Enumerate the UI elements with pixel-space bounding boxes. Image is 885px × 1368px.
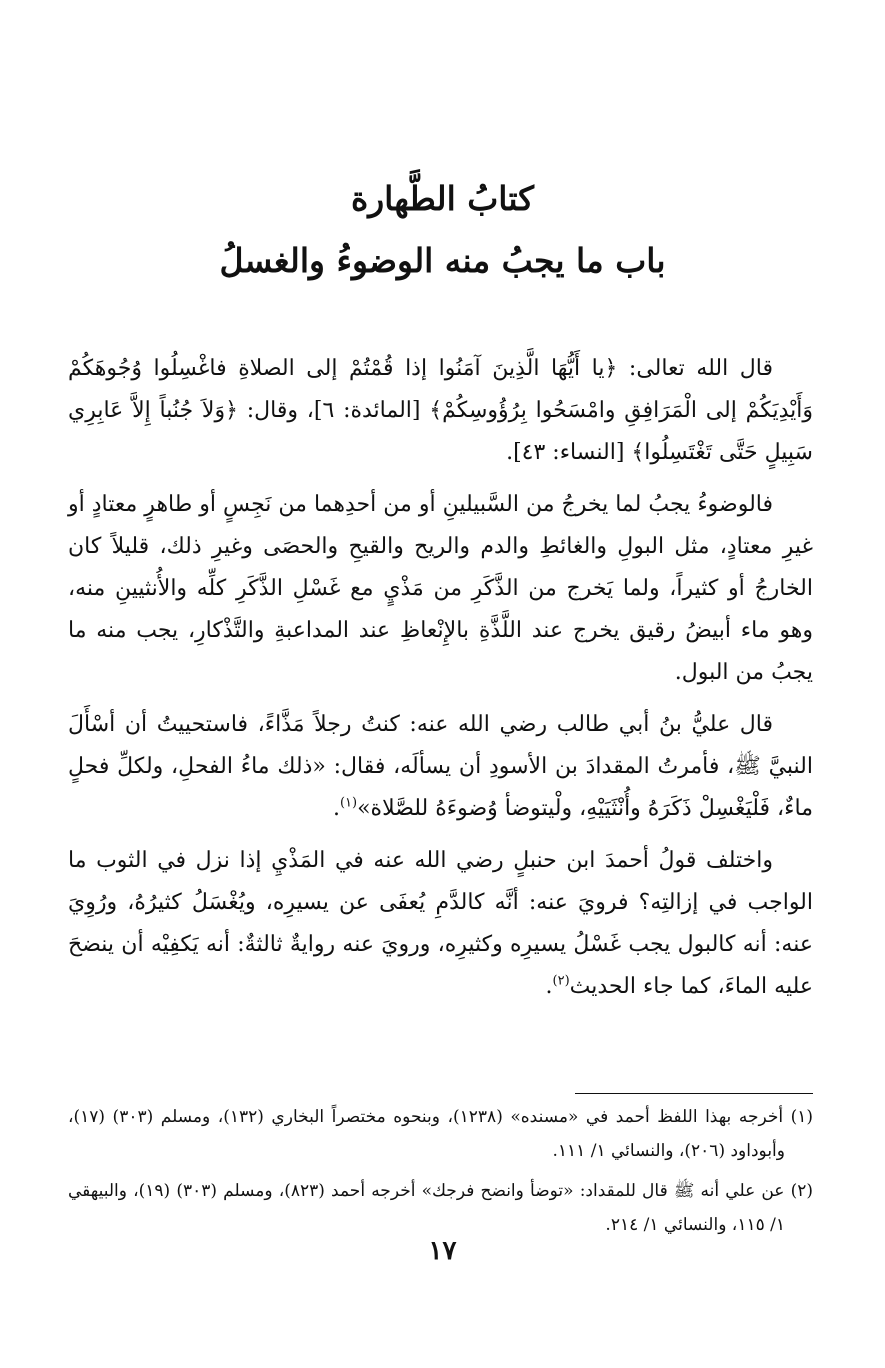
footnote-ref-2[interactable]: (٢) — [552, 973, 570, 989]
footnote-2: (٢) عن علي أنه ﷺ قال للمقداد: «توضأ وانضح فرجك» أخرجه أحمد (٨٢٣)، ومسلم (٣٠٣) (١٩)، والبيهقي ١/ ١١٥، والنسائي ١/ ٢١٤. — [68, 1181, 814, 1235]
footnote-divider — [575, 1093, 813, 1094]
paragraph-1 — [68, 348, 813, 474]
page-number: ١٧ — [428, 1236, 457, 1266]
paragraph-4 — [68, 840, 813, 1008]
chapter-title: باب ما يجبُ منه الوضوءُ والغسلُ — [219, 241, 666, 280]
book-title: كتابُ الطَّهارة — [350, 179, 535, 218]
footnotes — [68, 1100, 813, 1248]
heading-block — [60, 168, 825, 292]
paragraph-2 — [68, 484, 813, 694]
paragraph-3-tail: . — [332, 796, 340, 821]
main-text — [68, 348, 813, 1018]
paragraph-3 — [68, 704, 813, 830]
paragraph-2-text: فالوضوءُ يجبُ لما يخرجُ من السَّبيلينِ أو من أحدِهما من نَجِسٍ أو طاهرٍ معتادٍ أو غيرِ معتادٍ، مثل البولِ والغائطِ والدم والريح والقيحِ والحصَى وغيرِ ذلك، قليلاً كان الخارجُ أو كثيراً، ولما يَخرج من الذَّكَرِ من مَذْيٍ مع غَسْلِ الذَّكَرِ كلِّه والأُنثيينِ منه، وهو ماء أبيضُ رقيق يخرج عند اللَّذَّةِ بالإِنْعاظِ عند المداعبةِ والتَّذْكارِ، يجب منه ما يجبُ من البول. — [68, 492, 813, 685]
footnote-ref-1[interactable]: (١) — [339, 795, 358, 811]
paragraph-1-text: قال الله تعالى: ﴿يا أَيُّهَا الَّذِينَ آمَنُوا إذا قُمْتُمْ إلى الصلاةِ فاغْسِلُوا وُجُوهَكُمْ وَأَيْدِيَكُمْ إلى الْمَرَافِقِ وامْسَحُوا بِرُؤُوسِكُمْ﴾ [المائدة: ٦]، وقال: ﴿وَلاَ جُنُباً إِلاَّ عَابِرِي سَبِيلٍ حَتَّى تَغْتَسِلُوا﴾ [النساء: ٤٣]. — [68, 356, 813, 465]
footnote-1: (١) أخرجه بهذا اللفظ أحمد في «مسنده» (١٢٣٨)، وبنحوه مختصراً البخاري (١٣٢)، ومسلم (٣٠٣) (١٧)، وأبوداود (٢٠٦)، والنسائي ١/ ١١١. — [68, 1107, 814, 1161]
paragraph-4-tail: . — [545, 974, 553, 999]
paragraph-4-text: واختلف قولُ أحمدَ ابن حنبلٍ رضي الله عنه في المَذْيِ إذا نزل في الثوب ما الواجب في إزالتِه؟ فرويَ عنه: أنَّه كالدَّمِ يُعفَى عن يسيرِه، ويُغْسَلُ كثيرُهُ، ورُوِيَ عنه: أنه كالبول يجب غَسْلُ يسيرِه وكثيرِه، ورويَ عنه روايةٌ ثالثةٌ: أنه يَكفِيْه أن ينضحَ عليه الماءَ، كما جاء الحديث — [68, 848, 813, 999]
paragraph-3-text: قال عليُّ بنُ أبي طالب رضي الله عنه: كنتُ رجلاً مَذَّاءً، فاستحييتُ أن أسْأَلَ النبيَّ ﷺ، فأمرتُ المقدادَ بن الأسودِ أن يسألَه، فقال: «ذلك ماءُ الفحلِ، ولكلِّ فحلٍ ماءٌ، فَلْيَغْسِلْ ذَكَرَهُ وأُنْثَيَيْهِ، ولْيتوضأ وُضوءَهُ للصَّلاة» — [68, 712, 814, 821]
